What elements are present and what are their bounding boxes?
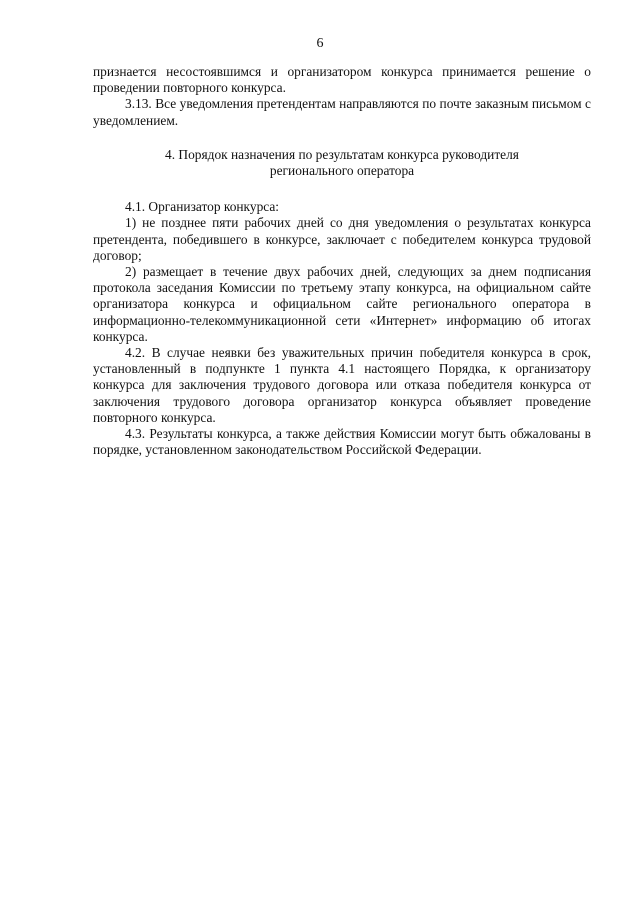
section-heading-line-2: регионального оператора xyxy=(269,163,415,179)
paragraph-4-2: 4.2. В случае неявки без уважительных причин победителя конкурса в срок, установленный в подпункте 1 пункта 4.1 настоящего Порядка, к организатору конкурса для заключения трудового договора или отказа победителя конкурса от заключения трудового договора организатор конкурса объявляет проведение повторного конкурса. xyxy=(93,345,591,425)
section-heading xyxy=(93,147,591,179)
paragraph-4-1-item-1: 1) не позднее пяти рабочих дней со дня уведомления о результатах конкурса претендента, победившего в конкурсе, заключает с победителем конкурса трудовой договор; xyxy=(93,215,591,263)
paragraph-4-1: 4.1. Организатор конкурса: xyxy=(125,199,280,215)
paragraph-4-3: 4.3. Результаты конкурса, а также действия Комиссии могут быть обжалованы в порядке, установленном законодательством Российской Федерации. xyxy=(93,426,591,458)
paragraph-4-1-item-2: 2) размещает в течение двух рабочих дней, следующих за днем подписания протокола заседания Комиссии по третьему этапу конкурса, на официальном сайте организатора конкурса и официальном сайте регионального оператора в информационно-телекоммуникационной сети «Интернет» информацию об итогах конкурса. xyxy=(93,264,591,344)
paragraph-continuation: признается несостоявшимся и организатором конкурса принимается решение о проведении повторного конкурса. xyxy=(93,64,591,96)
document-body xyxy=(93,64,591,458)
paragraph-3-13: 3.13. Все уведомления претендентам направляются по почте заказным письмом с уведомлением. xyxy=(93,96,591,128)
section-heading-line-1: 4. Порядок назначения по результатам конкурса руководителя xyxy=(165,146,519,162)
page-number: 6 xyxy=(316,36,324,51)
